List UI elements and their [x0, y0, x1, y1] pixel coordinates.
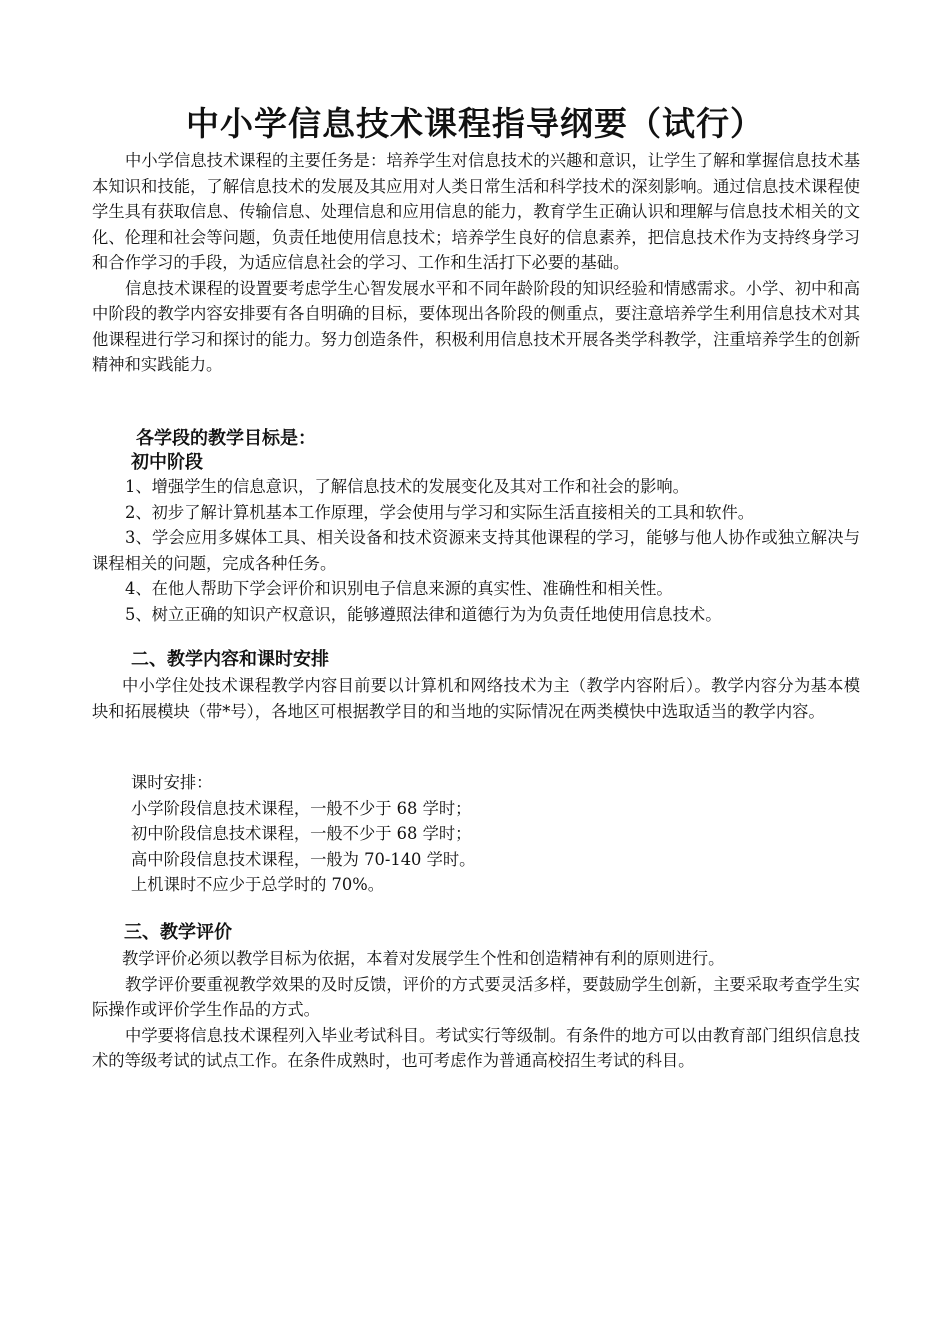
- section3-heading: 三、教学评价: [124, 922, 232, 943]
- goals-list: [92, 474, 860, 627]
- hours-item-3: 高中阶段信息技术课程，一般为 70-140 学时。: [131, 849, 476, 869]
- goal-item-5: 5、树立正确的知识产权意识，能够遵照法律和道德行为为负责任地使用信息技术。: [125, 604, 722, 624]
- hours-item-4: 上机课时不应少于总学时的 70%。: [131, 875, 385, 894]
- intro-paragraph-1: 中小学信息技术课程的主要任务是：培养学生对信息技术的兴趣和意识，让学生了解和掌握信息技术基本知识和技能，了解信息技术的发展及其应用对人类日常生活和科学技术的深刻影响。通过信息技术课程使学生具有获取信息、传输信息、处理信息和应用信息的能力，教育学生正确认识和理解与信息技术相关的文化、伦理和社会等问题，负责任地使用信息技术；培养学生良好的信息素养，把信息技术作为支持终身学习和合作学习的手段，为适应信息社会的学习、工作和生活打下必要的基础。: [92, 151, 860, 272]
- section2-paragraph: 中小学住处技术课程教学内容目前要以计算机和网络技术为主（教学内容附后）。教学内容分为基本模块和拓展模块（带*号），各地区可根据教学目的和当地的实际情况在两类模快中选取适当的教学内容。: [92, 676, 860, 721]
- hours-label: 课时安排：: [131, 773, 213, 792]
- goal-item-3: 3、学会应用多媒体工具、相关设备和技术资源来支持其他课程的学习，能够与他人协作或独立解决与课程相关的问题，完成各种任务。: [92, 528, 860, 573]
- document-title: 中小学信息技术课程指导纲要（试行）: [186, 104, 764, 143]
- intro-paragraph-2: 信息技术课程的设置要考虑学生心智发展水平和不同年龄阶段的知识经验和情感需求。小学、初中和高中阶段的教学内容安排要有各自明确的目标，要体现出各阶段的侧重点，要注意培养学生利用信息技术对其他课程进行学习和探讨的能力。努力创造条件，积极利用信息技术开展各类学科教学，注重培养学生的创新精神和实践能力。: [92, 278, 860, 374]
- goal-item-4: 4、在他人帮助下学会评价和识别电子信息来源的真实性、准确性和相关性。: [125, 579, 673, 598]
- hours-block: [131, 770, 831, 898]
- section2-body: [92, 673, 860, 724]
- stage-heading: 初中阶段: [131, 452, 203, 473]
- section3-paragraph-1: 教学评价必须以教学目标为依据，本着对发展学生个性和创造精神有利的原则进行。: [122, 949, 725, 968]
- intro-section: [92, 148, 860, 378]
- hours-item-2: 初中阶段信息技术课程，一般不少于 68 学时；: [131, 824, 472, 843]
- section3-body: [92, 946, 860, 1074]
- section3-paragraph-3: 中学要将信息技术课程列入毕业考试科目。考试实行等级制。有条件的地方可以由教育部门组织信息技术的等级考试的试点工作。在条件成熟时，也可考虑作为普通高校招生考试的科目。: [92, 1025, 860, 1070]
- goal-item-2: 2、初步了解计算机基本工作原理，学会使用与学习和实际生活直接相关的工具和软件。: [125, 502, 755, 522]
- goals-heading: 各学段的教学目标是：: [136, 428, 316, 449]
- goal-item-1: 1、增强学生的信息意识，了解信息技术的发展变化及其对工作和社会的影响。: [125, 477, 689, 496]
- section3-paragraph-2: 教学评价要重视教学效果的及时反馈，评价的方式要灵活多样，要鼓励学生创新，主要采取考查学生实际操作或评价学生作品的方式。: [92, 974, 860, 1019]
- section2-heading: 二、教学内容和课时安排: [131, 649, 329, 670]
- hours-item-1: 小学阶段信息技术课程，一般不少于 68 学时；: [131, 798, 472, 818]
